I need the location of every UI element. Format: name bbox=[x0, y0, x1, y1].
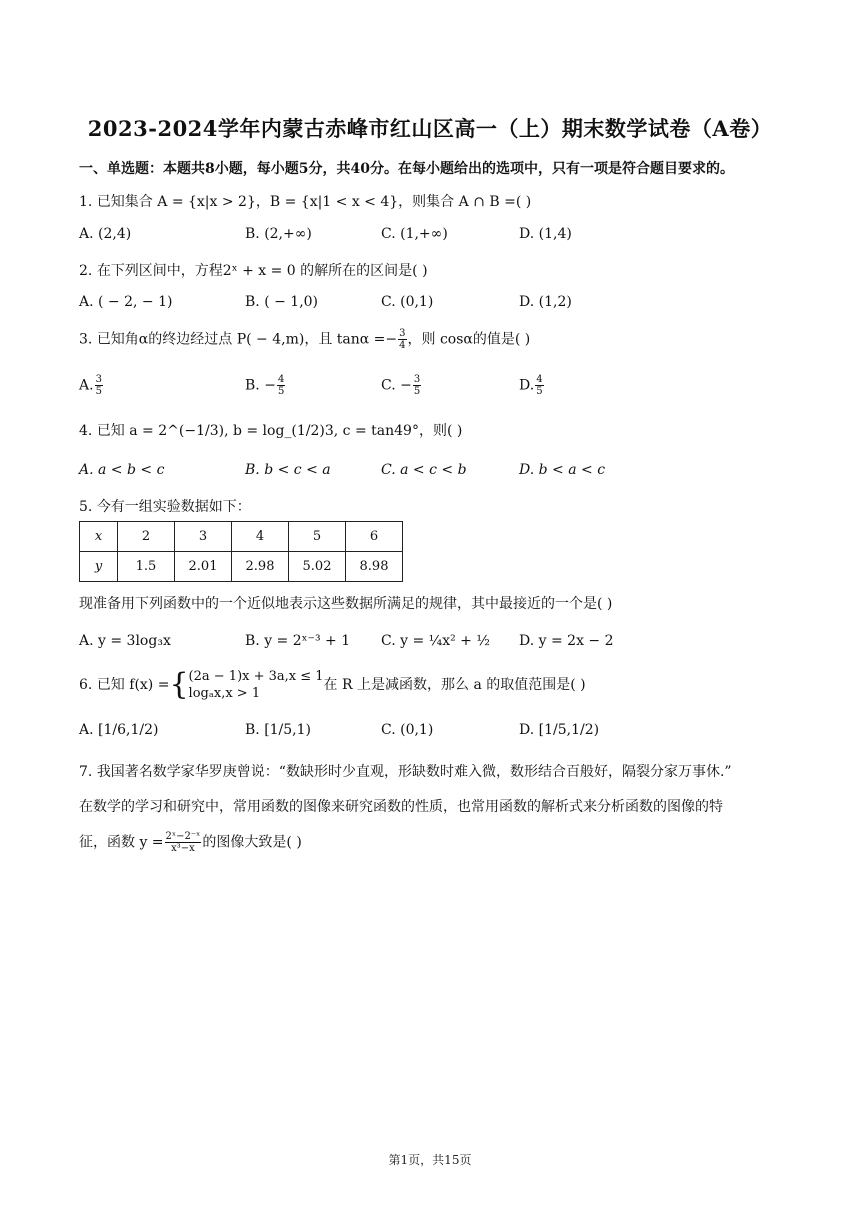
option-a: A. $\frac{3}{5}$ bbox=[79, 374, 102, 397]
option-b: B. (2,+∞) bbox=[245, 226, 312, 242]
option-d: D. $\frac{4}{5}$ bbox=[519, 374, 543, 397]
fraction: $\frac{3}{4}$ bbox=[399, 328, 406, 351]
option-b: B. b < c < a bbox=[245, 462, 331, 478]
question-2-text: 在下列区间中，方程2ˣ + x = 0 的解所在的区间是( ) bbox=[96, 263, 428, 279]
page-title: 2023-2024学年内蒙古赤峰市红山区高一（上）期末数学试卷（A卷） bbox=[87, 116, 773, 141]
table-cell: 2.01 bbox=[175, 552, 232, 582]
table-cell: 1.5 bbox=[118, 552, 175, 582]
question-4-text: 已知 a = 2^(−1/3), b = log_(1/2)3, c = tan49°，则( ) bbox=[96, 423, 463, 439]
question-4: 4. 已知 a = 2^(−1/3), b = log_(1/2)3, c = tan49°，则( ) bbox=[79, 423, 463, 439]
option-d: D. y = 2x − 2 bbox=[519, 633, 614, 649]
option-a: A. ( − 2, − 1) bbox=[79, 294, 173, 310]
question-7-line-3: 征，函数 y = $\frac{\text{2ˣ−2⁻ˣ}}{\text{x³−x}}$ 的图像大致是( ) bbox=[79, 831, 302, 854]
page-footer: 第1页，共15页 bbox=[388, 1153, 472, 1167]
question-6: 6. 已知 f(x) ={ (2a − 1)x + 3a,x ≤ 1 logₐx,x > 1 在 R 上是减函数，那么 a 的取值范围是( ) bbox=[79, 667, 586, 702]
option-d: D. [1/5,1/2) bbox=[519, 722, 600, 738]
question-7-line-2: 在数学的学习和研究中，常用函数的图像来研究函数的性质，也常用函数的解析式来分析函数的图像的特 bbox=[79, 799, 723, 815]
option-c: C. (0,1) bbox=[381, 722, 434, 738]
option-c: C. (1,+∞) bbox=[381, 226, 448, 242]
option-b: B. ( − 1,0) bbox=[245, 294, 319, 310]
option-c: C. − $\frac{3}{5}$ bbox=[381, 374, 421, 397]
option-a: A. y = 3log₃x bbox=[79, 633, 171, 649]
question-5-paragraph: 现准备用下列函数中的一个近似地表示这些数据所满足的规律，其中最接近的一个是( ) bbox=[79, 596, 613, 612]
question-7-line-1: 7. 我国著名数学家华罗庚曾说：“数缺形时少直观，形缺数时难入微，数形结合百般好，隔裂分家万事休.” bbox=[79, 764, 732, 780]
table-cell: 6 bbox=[346, 522, 403, 552]
option-d: D. (1,4) bbox=[519, 226, 572, 242]
option-d: D. (1,2) bbox=[519, 294, 572, 310]
option-a: A. (2,4) bbox=[79, 226, 132, 242]
table-row-x bbox=[80, 522, 403, 552]
table-cell: 3 bbox=[175, 522, 232, 552]
question-1: 1. 已知集合 A = {x|x > 2}，B = {x|1 < x < 4}，则集合 A ∩ B =( ) bbox=[79, 194, 532, 210]
question-5: 5. 今有一组实验数据如下： bbox=[79, 499, 251, 515]
fraction: $\frac{\text{2ˣ−2⁻ˣ}}{\text{x³−x}}$ bbox=[165, 831, 201, 854]
table-cell: 2.98 bbox=[232, 552, 289, 582]
question-2: 2. 在下列区间中，方程2ˣ + x = 0 的解所在的区间是( ) bbox=[79, 263, 428, 279]
option-d: D. b < a < c bbox=[519, 462, 606, 478]
data-table bbox=[79, 521, 403, 582]
piecewise-cases: (2a − 1)x + 3a,x ≤ 1 logₐx,x > 1 bbox=[188, 669, 324, 701]
table-header-x: x bbox=[80, 522, 118, 552]
question-3: 3. 已知角α的终边经过点 P( − 4,m)，且 tanα =− $\frac{3}{4}$ ，则 cosα的值是( ) bbox=[79, 328, 531, 351]
option-c: C. y = ¼x² + ½ bbox=[381, 633, 490, 649]
question-1-text: 已知集合 A = {x|x > 2}，B = {x|1 < x < 4}，则集合 A ∩ B =( ) bbox=[96, 194, 532, 210]
table-cell: 4 bbox=[232, 522, 289, 552]
option-a: A. [1/6,1/2) bbox=[79, 722, 159, 738]
option-b: B. − $\frac{4}{5}$ bbox=[245, 374, 285, 397]
section-heading: 一、单选题：本题共8小题，每小题5分，共40分。在每小题给出的选项中，只有一项是符合题目要求的。 bbox=[79, 161, 734, 177]
table-header-y: y bbox=[80, 552, 118, 582]
question-5-text: 今有一组实验数据如下： bbox=[96, 499, 251, 515]
brace-glyph: { bbox=[169, 667, 189, 702]
table-cell: 2 bbox=[118, 522, 175, 552]
option-c: C. a < c < b bbox=[381, 462, 467, 478]
table-cell: 5.02 bbox=[289, 552, 346, 582]
option-c: C. (0,1) bbox=[381, 294, 434, 310]
table-cell: 8.98 bbox=[346, 552, 403, 582]
option-b: B. y = 2ˣ⁻³ + 1 bbox=[245, 633, 351, 649]
table-cell: 5 bbox=[289, 522, 346, 552]
option-a: A. a < b < c bbox=[79, 462, 165, 478]
option-b: B. [1/5,1) bbox=[245, 722, 312, 738]
table-row-y bbox=[80, 552, 403, 582]
